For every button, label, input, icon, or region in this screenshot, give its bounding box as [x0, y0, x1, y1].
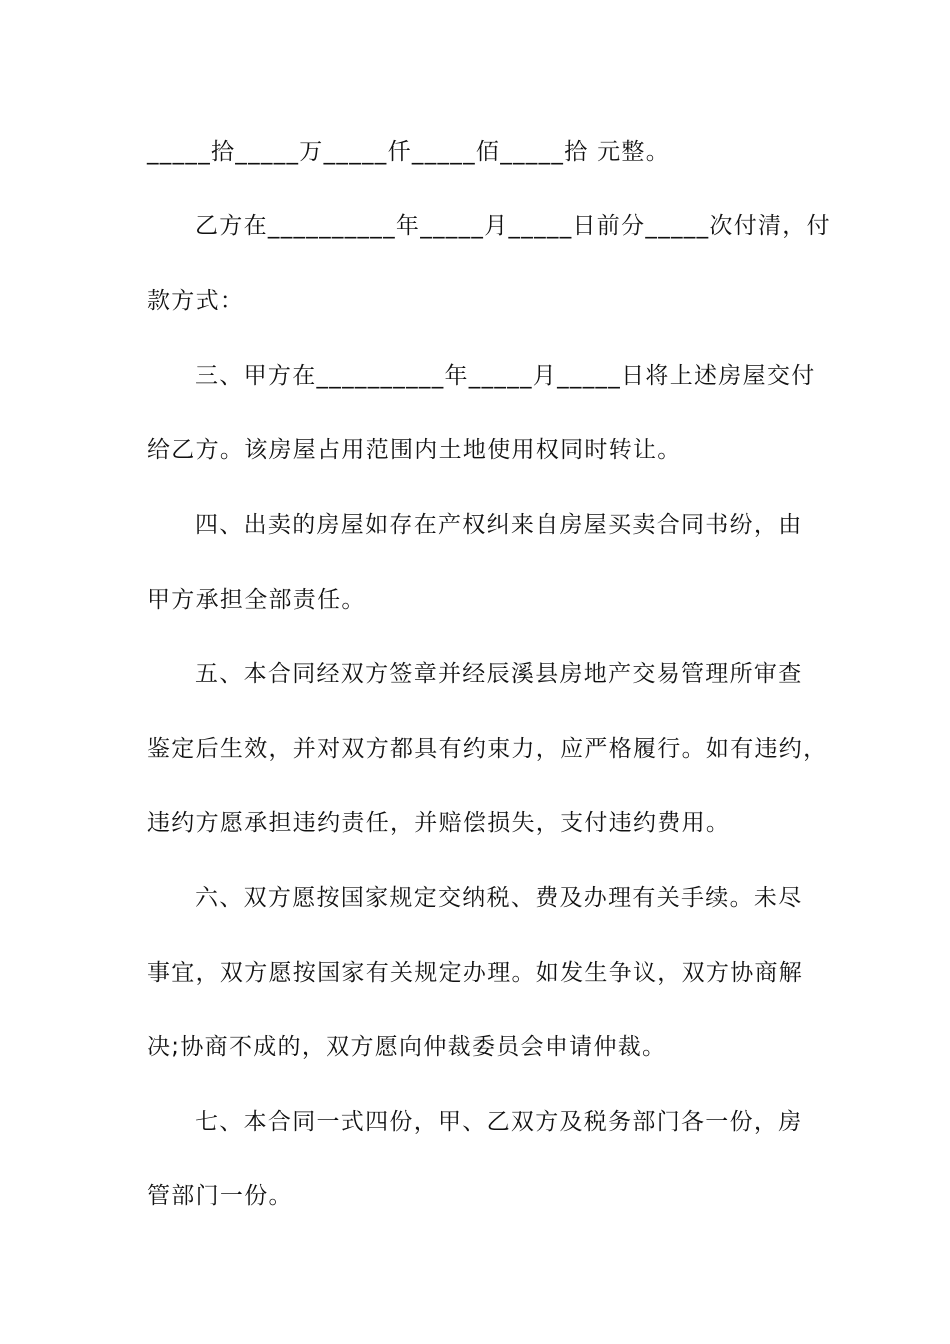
text-line-payment-amount: _____拾_____万_____仟_____佰_____拾 元整。 — [147, 139, 671, 165]
text-line-payment-schedule: 乙方在__________年_____月_____日前分_____次付清，付 — [195, 213, 831, 239]
text-line-clause-three-cont: 给乙方。该房屋占用范围内土地使用权同时转让。 — [147, 437, 682, 463]
text-line-payment-method: 款方式： — [147, 288, 245, 314]
text-line-clause-seven: 七、本合同一式四份，甲、乙双方及税务部门各一份，房 — [195, 1109, 803, 1135]
text-line-clause-five-cont-2: 违约方愿承担违约责任，并赔偿损失，支付违约费用。 — [147, 810, 731, 836]
text-line-clause-six: 六、双方愿按国家规定交纳税、费及办理有关手续。未尽 — [195, 885, 803, 911]
text-line-clause-seven-cont: 管部门一份。 — [147, 1183, 293, 1209]
text-line-clause-four-cont: 甲方承担全部责任。 — [147, 587, 366, 613]
text-line-clause-five-cont-1: 鉴定后生效，并对双方都具有约束力，应严格履行。如有违约， — [147, 736, 828, 762]
text-line-clause-five: 五、本合同经双方签章并经辰溪县房地产交易管理所审查 — [195, 661, 803, 687]
text-line-clause-six-cont-2: 决;协商不成的，双方愿向仲裁委员会申请仲裁。 — [147, 1034, 667, 1060]
text-line-clause-four: 四、出卖的房屋如存在产权纠来自房屋买卖合同书纷，由 — [195, 512, 803, 538]
text-line-clause-six-cont-1: 事宜，双方愿按国家有关规定办理。如发生争议，双方协商解 — [147, 960, 804, 986]
text-line-clause-three: 三、甲方在__________年_____月_____日将上述房屋交付 — [195, 363, 816, 389]
